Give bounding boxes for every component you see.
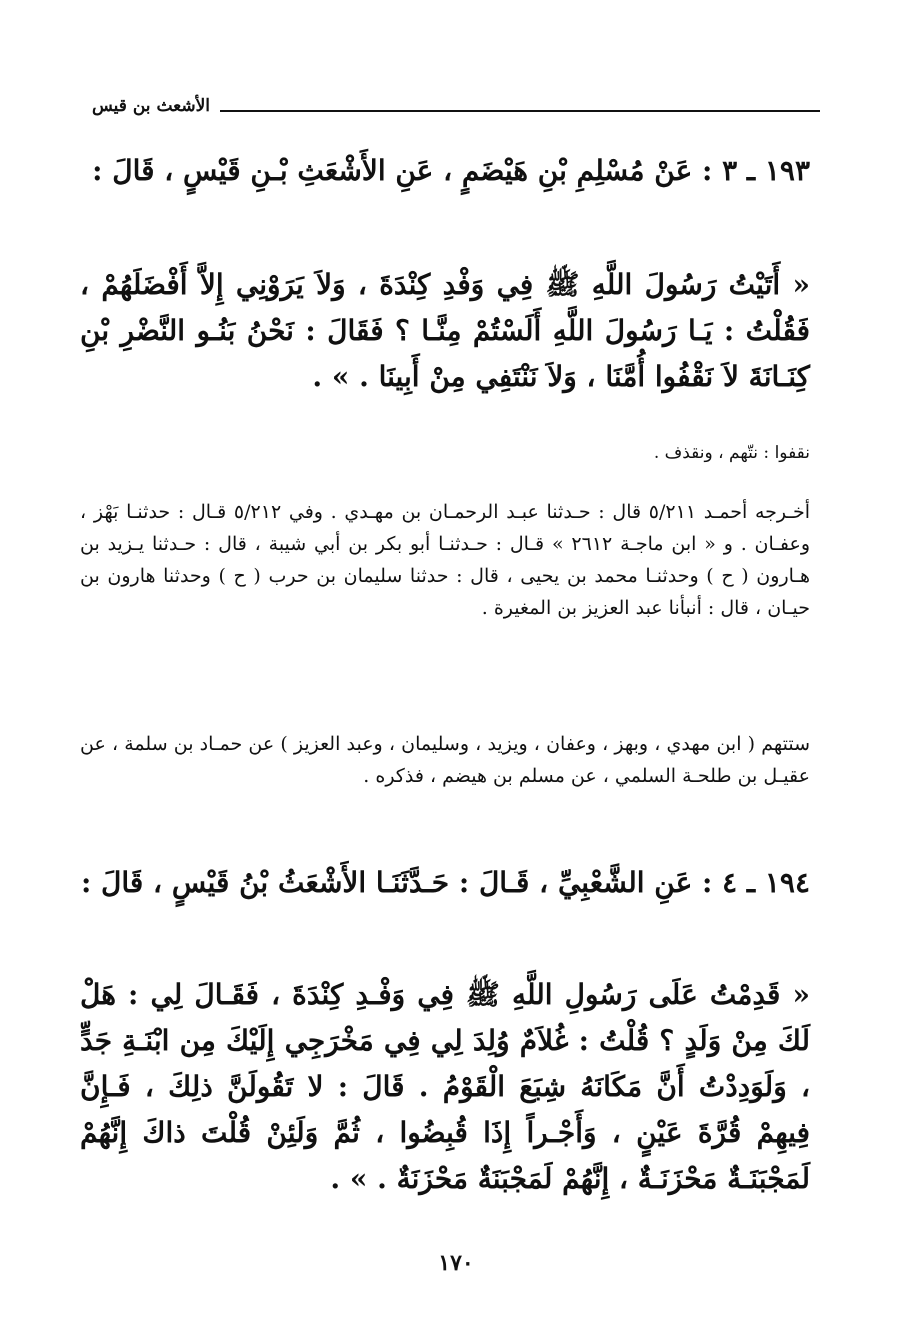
- hadith-194-isnad: ١٩٤ ـ ٤ : عَنِ الشَّعْبِيِّ ، قَـالَ : حَـدَّثَنَـا الأَشْعَثُ بْنُ قَيْسٍ ، قَالَ :: [80, 866, 810, 899]
- page-number: ١٧٠: [438, 1250, 474, 1276]
- hadith-193-matn: « أَتَيْتُ رَسُولَ اللَّهِ ﷺ فِي وَفْدِ كِنْدَةَ ، وَلاَ يَرَوْنِي إِلاَّ أَفْضَلَهُمْ ، فَقُلْتُ : يَـا رَسُولَ اللَّهِ أَلَسْتُمْ مِنَّـا ؟ فَقَالَ : نَحْنُ بَنُـو النَّضْرِ بْنِ كِنَـانَةَ لاَ نَقْفُوا أُمَّنَا ، وَلاَ نَنْتَفِي مِنْ أَبِينَا . » .: [80, 268, 810, 393]
- hadith-193-gloss: نقفوا : نتّهم ، ونقذف .: [653, 443, 810, 463]
- running-header: [92, 96, 820, 136]
- header-rule: [220, 110, 820, 112]
- hadith-194-matn: « قَدِمْتُ عَلَى رَسُولِ اللَّهِ ﷺ فِي وَفْـدِ كِنْدَةَ ، فَقَـالَ لِي : هَلْ لَكَ مِنْ وَلَدٍ ؟ قُلْتُ : غُلاَمٌ وُلِدَ لِي فِي مَخْرَجِي إِلَيْكَ مِن ابْنَـةِ جَدٍّ ، وَلَوَدِدْتُ أَنَّ مَكَانَهُ شِبَعَ الْقَوْمُ . قَالَ : لا تَقُولَنَّ ذلِكَ ، فَـإِنَّ فِيهِمْ قُرَّةَ عَيْنٍ ، وَأَجْـراً إِذَا قُبِضُوا ، ثُمَّ وَلَئِنْ قُلْتَ ذاكَ إِنَّهُمْ لَمَجْبَنَـةٌ مَحْزَنَـةٌ ، إِنَّهُمْ لَمَجْبَنَةٌ مَحْزَنَةٌ . » .: [80, 978, 810, 1195]
- hadith-193-summary: ستتهم ( ابن مهدي ، وبهز ، وعفان ، ويزيد ، وسليمان ، وعبد العزيز ) عن حمـاد بن سلمة ، عن عقيـل بن طلحـة السلمي ، عن مسلم بن هيضم ، فذكره .: [80, 733, 810, 787]
- hadith-193-isnad: ١٩٣ ـ ٣ : عَنْ مُسْلِمِ بْنِ هَيْضَمٍ ، عَنِ الأَشْعَثِ بْـنِ قَيْسٍ ، قَالَ :: [92, 154, 810, 187]
- hadith-193-takhrij: أخـرجه أحمـد ٥/٢١١ قال : حـدثنا عبـد الرحمـان بن مهـدي . وفي ٥/٢١٢ قـال : حدثنـا بَهْز ، وعفـان . و « ابن ماجـة ٢٦١٢ » قـال : حـدثنـا أبو بكر بن أبي شيبة ، قال : حـدثنا يـزيد بن هـارون ( ح ) وحدثنـا محمد بن يحيى ، قال : حدثنا سليمان بن حرب ( ح ) وحدثنا هارون بن حيـان ، قال : أنبأنا عبد العزيز بن المغيرة .: [80, 501, 810, 619]
- header-title: الأشعث بن قيس: [92, 96, 210, 116]
